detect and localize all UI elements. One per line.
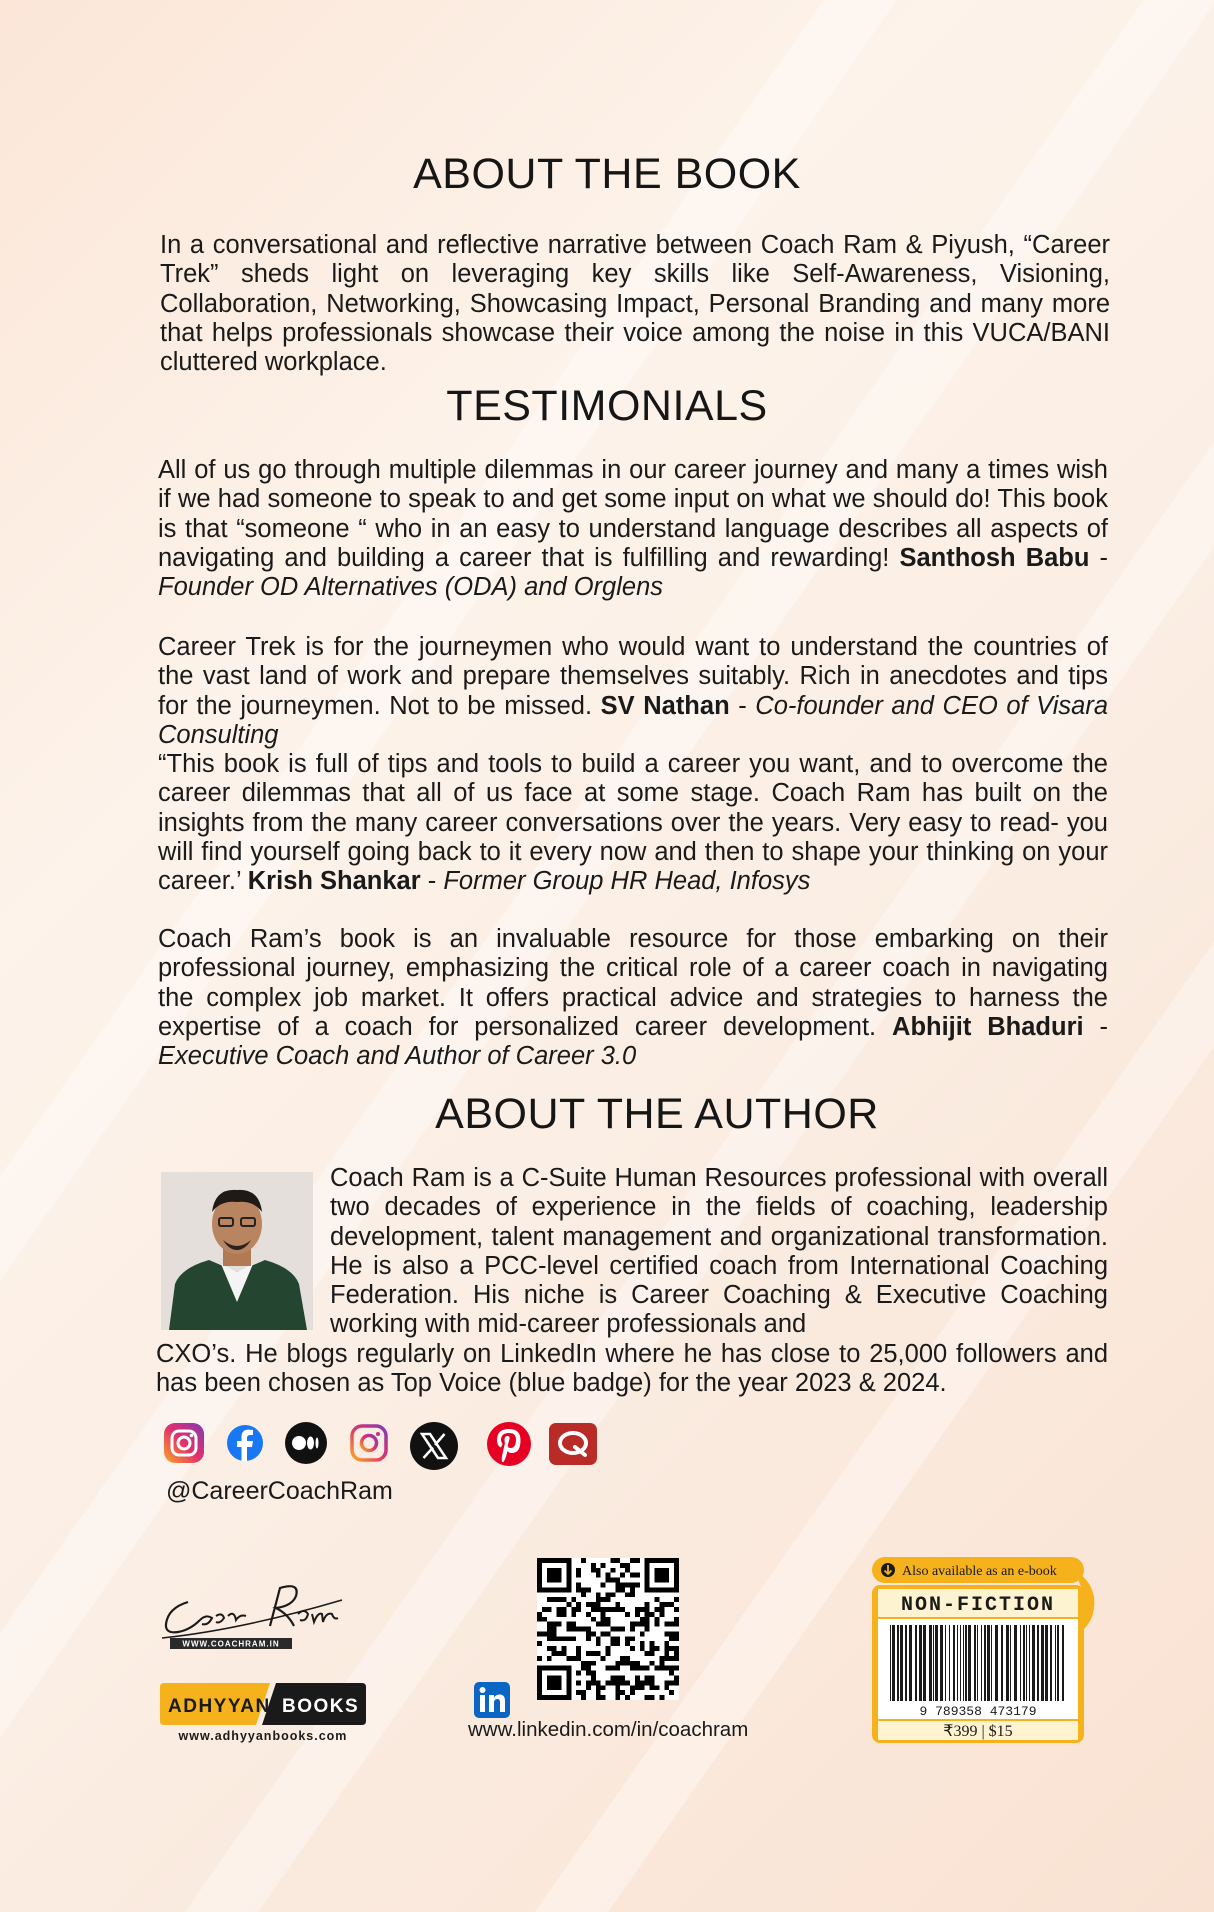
barcode-bars — [890, 1625, 1064, 1701]
about-author-heading: ABOUT THE AUTHOR — [435, 1090, 879, 1138]
barcode-bar — [915, 1625, 917, 1701]
signature-url: WWW.COACHRAM.IN — [182, 1639, 280, 1649]
testimonial-separator: - — [729, 691, 756, 720]
medium-icon[interactable] — [283, 1420, 329, 1466]
publisher-url[interactable]: www.adhyyanbooks.com — [178, 1729, 348, 1743]
barcode-bar — [1006, 1625, 1009, 1701]
testimonial-3 — [158, 750, 1108, 896]
instagram-icon[interactable] — [346, 1420, 392, 1466]
barcode-bar — [1037, 1625, 1039, 1701]
barcode-bar — [929, 1625, 932, 1701]
instagram-icon[interactable] — [161, 1420, 207, 1466]
barcode-bar — [905, 1625, 907, 1701]
barcode-bar — [1010, 1625, 1011, 1701]
barcode-bar — [960, 1625, 961, 1701]
coach-ram-signature-logo — [160, 1580, 345, 1650]
barcode-bar — [919, 1625, 922, 1701]
qr-code[interactable] — [537, 1558, 679, 1700]
barcode-bar — [923, 1625, 926, 1701]
x-icon[interactable] — [408, 1420, 454, 1466]
barcode-bar — [987, 1625, 990, 1701]
about-author-text-continued: CXO’s. He blogs regularly on LinkedIn where he has close to 25,000 followers and has been chosen as Top Voice (blue badge) for the year 2023 & 2024. — [156, 1340, 1108, 1398]
barcode-bar — [1020, 1625, 1021, 1701]
testimonial-author-title: Co-founder and CEO of Visara Consulting — [158, 691, 1108, 749]
barcode-bar — [977, 1625, 978, 1701]
barcode-bar — [1026, 1625, 1027, 1701]
barcode-bar — [968, 1625, 971, 1701]
testimonial-quote: “This book is full of tips and tools to build a career you want, and to overcome the career dilemmas that all of us face at some stage. Coach Ram has built on the insights from the many career conversations over the years. Very easy to read- you will find yourself going back to it every now and then to shape your thinking on your career.’ — [158, 750, 1108, 896]
price-label: ₹399 | $15 — [943, 1723, 1013, 1740]
barcode-bar — [965, 1625, 967, 1701]
testimonial-author: Krish Shankar — [247, 867, 421, 896]
testimonials-heading: TESTIMONIALS — [446, 382, 768, 430]
barcode-bar — [984, 1625, 986, 1701]
barcode-bar — [1001, 1625, 1003, 1701]
barcode-bar — [933, 1625, 934, 1701]
testimonial-author: SV Nathan — [600, 691, 730, 720]
testimonial-2 — [158, 633, 1108, 750]
barcode-bar — [1023, 1625, 1025, 1701]
linkedin-icon[interactable] — [474, 1682, 510, 1718]
testimonial-separator: - — [1089, 543, 1109, 572]
barcode-bar — [900, 1625, 903, 1701]
about-author-text: Coach Ram is a C-Suite Human Resources professional with overall two decades of experience in the fields of coaching, leadership development, talent management and organizational transformation. He is also a PCC-level certified coach from International Coaching Federation. His niche is Career Coaching & Executive Coaching working with mid-career professionals and — [330, 1164, 1108, 1339]
barcode-bar — [1055, 1625, 1056, 1701]
testimonial-quote: All of us go through multiple dilemmas in our career journey and many a times wish if we had someone to speak to and get some input on what we should do! This book is that “someone “ who in an easy to understand language describes all aspects of navigating and building a career that is fulfilling and rewarding! — [158, 456, 1108, 572]
barcode-bar — [949, 1625, 950, 1701]
barcode-bar — [974, 1625, 976, 1701]
testimonial-separator: - — [420, 867, 444, 896]
barcode-bar — [963, 1625, 964, 1701]
testimonial-author: Abhijit Bhaduri — [892, 1012, 1084, 1041]
barcode-bar — [1029, 1625, 1030, 1701]
barcode-bar — [1045, 1625, 1048, 1701]
testimonial-author-title: Executive Coach and Author of Career 3.0 — [158, 1042, 637, 1071]
barcode-bar — [981, 1625, 982, 1701]
barcode-bar — [945, 1625, 946, 1701]
publisher-name-left: ADHYYAN — [168, 1696, 271, 1717]
category-label: NON-FICTION — [900, 1594, 1056, 1617]
barcode-bar — [1050, 1625, 1052, 1701]
about-book-text: In a conversational and reflective narrative between Coach Ram & Piyush, “Career Trek” sheds light on leveraging key skills like Self-Awareness, Visioning, Collaboration, Networking, Showcasing Impact, Personal Branding and many more that helps professionals showcase their voice among the noise in this VUCA/BANI cluttered workplace. — [160, 231, 1110, 377]
publisher-name-right: BOOKS — [282, 1696, 360, 1717]
ebook-note: Also available as an e-book — [902, 1564, 1057, 1579]
isbn-number: 9 789358 473179 — [919, 1704, 1037, 1719]
barcode-bar — [1041, 1625, 1044, 1701]
barcode-bar — [1062, 1625, 1064, 1701]
testimonial-quote: Career Trek is for the journeymen who would want to understand the countries of the vast land of work and prepare themselves suitably. Rich in anecdotes and tips for the journeymen. Not to be missed. — [158, 633, 1108, 720]
barcode-bar — [1032, 1625, 1035, 1701]
testimonial-author: Santhosh Babu — [899, 543, 1090, 572]
linkedin-url[interactable]: www.linkedin.com/in/coachram — [468, 1718, 749, 1741]
barcode-bar — [995, 1625, 998, 1701]
barcode-bar — [940, 1625, 943, 1701]
testimonial-author-title: Former Group HR Head, Infosys — [443, 867, 811, 896]
barcode-bar — [1057, 1625, 1059, 1701]
testimonial-1 — [158, 456, 1108, 602]
barcode-bar — [953, 1625, 955, 1701]
barcode-bar — [957, 1625, 958, 1701]
facebook-icon[interactable] — [222, 1420, 268, 1466]
testimonial-separator: - — [1083, 1012, 1109, 1041]
barcode-bar — [1014, 1625, 1017, 1701]
testimonial-quote: Coach Ram’s book is an invaluable resource for those embarking on their professional journey, emphasizing the critical role of a career coach in navigating the complex job market. It offers practical advice and strategies to harness the expertise of a coach for personalized career development. — [158, 925, 1108, 1041]
quora-icon[interactable] — [547, 1420, 593, 1466]
publisher-logo — [160, 1683, 366, 1725]
barcode-bar — [909, 1625, 912, 1701]
testimonial-4 — [158, 925, 1108, 1071]
pinterest-icon[interactable] — [485, 1420, 531, 1466]
barcode-bar — [890, 1625, 891, 1701]
author-photo — [161, 1172, 313, 1330]
barcode-bar — [991, 1625, 992, 1701]
barcode-panel — [870, 1555, 1102, 1745]
about-book-heading: ABOUT THE BOOK — [413, 150, 801, 198]
social-handle[interactable]: @CareerCoachRam — [166, 1477, 393, 1505]
testimonial-author-title: Founder OD Alternatives (ODA) and Orglens — [158, 573, 664, 602]
barcode-bar — [897, 1625, 899, 1701]
barcode-bar — [892, 1625, 895, 1701]
barcode-bar — [935, 1625, 938, 1701]
